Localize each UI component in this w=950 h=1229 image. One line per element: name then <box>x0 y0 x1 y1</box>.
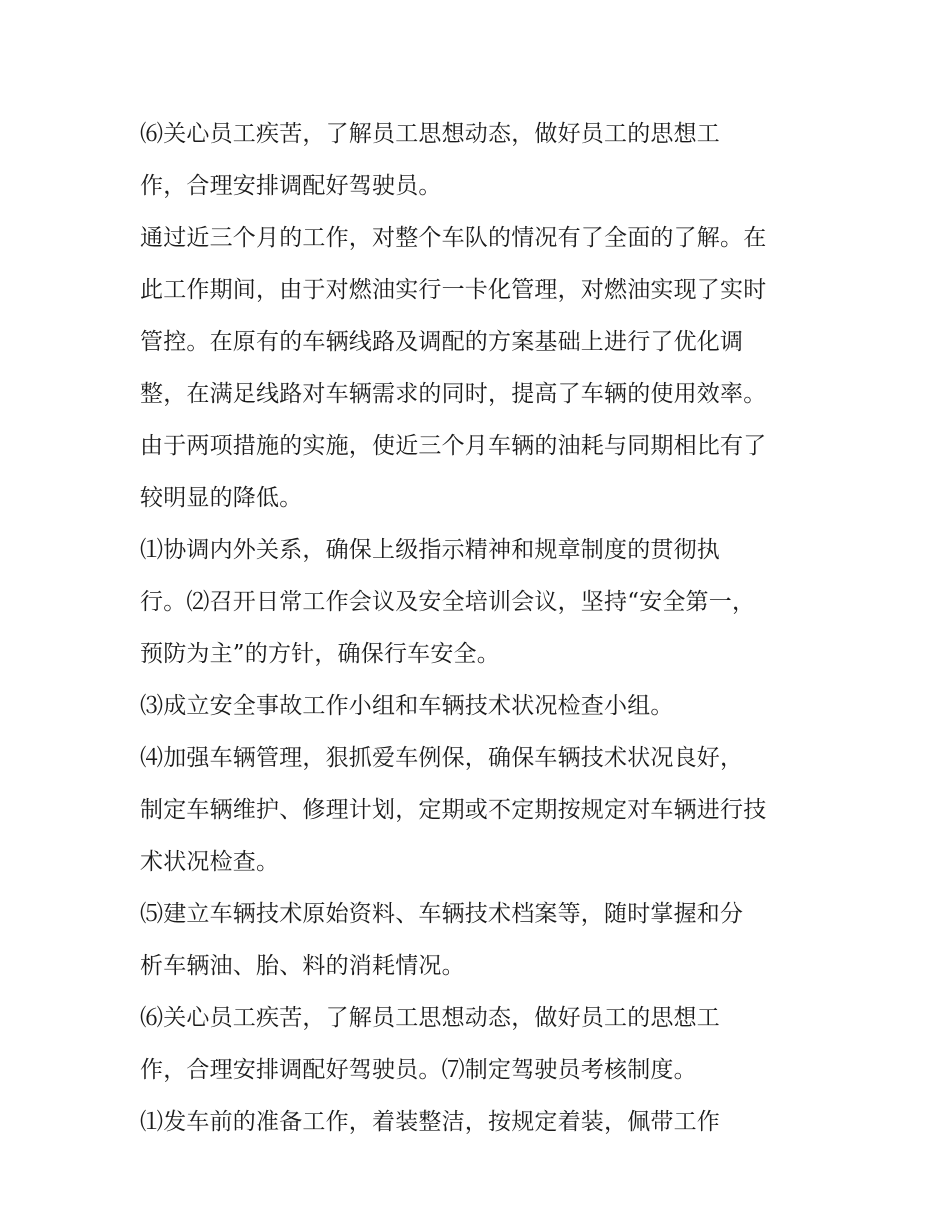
text-line: 管控。在原有的车辆线路及调配的方案基础上进行了优化调 <box>140 329 744 355</box>
text-line: ⑹关心员工疾苦，了解员工思想动态，做好员工的思想工 <box>140 1005 720 1031</box>
text-line: 由于两项措施的实施，使近三个月车辆的油耗与同期相比有了 <box>140 433 767 459</box>
text-line: 作，合理安排调配好驾驶员。⑺制定驾驶员考核制度。 <box>140 1057 697 1083</box>
text-line: 通过近三个月的工作，对整个车队的情况有了全面的了解。在 <box>140 225 767 251</box>
text-line: 较明显的降低。 <box>140 485 303 511</box>
text-line: ⑸建立车辆技术原始资料、车辆技术档案等，随时掌握和分 <box>140 901 744 927</box>
text-line: ⑶成立安全事故工作小组和车辆技术状况检查小组。 <box>140 693 674 719</box>
text-line: 整，在满足线路对车辆需求的同时，提高了车辆的使用效率。 <box>140 381 767 407</box>
text-line: 作，合理安排调配好驾驶员。 <box>140 173 442 199</box>
text-line: 析车辆油、胎、料的消耗情况。 <box>140 953 465 979</box>
text-line: ⑴协调内外关系，确保上级指示精神和规章制度的贯彻执 <box>140 537 720 563</box>
text-line: ⑴发车前的准备工作，着装整洁，按规定着装，佩带工作 <box>140 1109 720 1135</box>
document-body <box>140 108 820 1148</box>
text-line: 此工作期间，由于对燃油实行一卡化管理，对燃油实现了实时 <box>140 277 767 303</box>
text-line: ⑹关心员工疾苦，了解员工思想动态，做好员工的思想工 <box>140 121 720 147</box>
text-line: ⑷加强车辆管理，狠抓爱车例保，确保车辆技术状况良好， <box>140 745 744 771</box>
text-line: 预防为主”的方针，确保行车安全。 <box>140 641 500 667</box>
text-line: 制定车辆维护、修理计划，定期或不定期按规定对车辆进行技 <box>140 797 767 823</box>
text-line: 行。⑵召开日常工作会议及安全培训会议，坚持“安全第一， <box>140 589 756 615</box>
text-line: 术状况检查。 <box>140 849 280 875</box>
